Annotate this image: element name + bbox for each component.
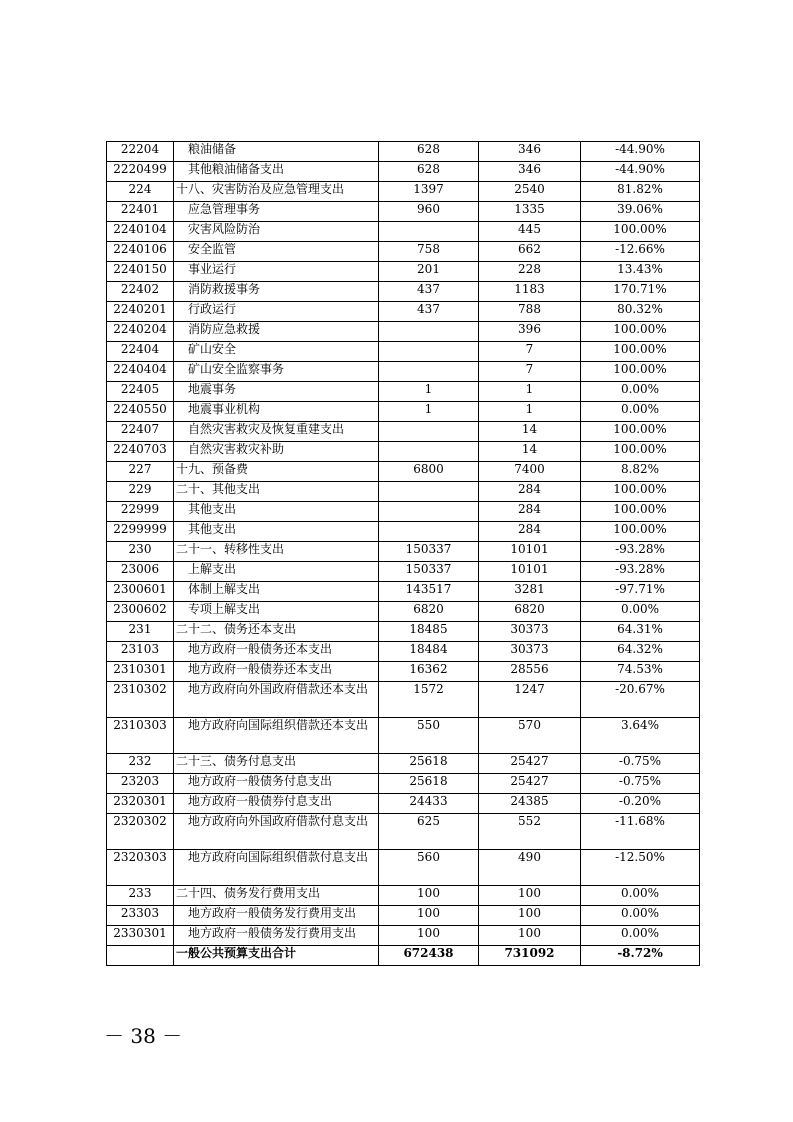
- total-row-code: [107, 946, 174, 966]
- table-row: [107, 202, 700, 222]
- row-change-pct: -0.75%: [581, 774, 700, 794]
- row-value-budget: 14: [479, 422, 581, 442]
- row-change-pct: -44.90%: [581, 142, 700, 162]
- table-row: [107, 718, 700, 754]
- row-value-prev: 150337: [379, 562, 479, 582]
- row-value-budget: 284: [479, 482, 581, 502]
- row-code: 23303: [107, 906, 174, 926]
- row-code: 2240201: [107, 302, 174, 322]
- row-value-prev: [379, 442, 479, 462]
- table-row: [107, 814, 700, 850]
- row-name: 应急管理事务: [174, 202, 379, 222]
- row-name: 矿山安全: [174, 342, 379, 362]
- row-name: 二十三、债务付息支出: [174, 754, 379, 774]
- row-change-pct: 0.00%: [581, 906, 700, 926]
- row-value-budget: 7: [479, 342, 581, 362]
- row-value-budget: 24385: [479, 794, 581, 814]
- row-value-prev: [379, 502, 479, 522]
- row-name: 体制上解支出: [174, 582, 379, 602]
- row-value-prev: 25618: [379, 754, 479, 774]
- row-change-pct: -12.50%: [581, 850, 700, 886]
- row-change-pct: 100.00%: [581, 422, 700, 442]
- row-change-pct: 13.43%: [581, 262, 700, 282]
- row-name: 事业运行: [174, 262, 379, 282]
- row-value-prev: [379, 362, 479, 382]
- row-code: 232: [107, 754, 174, 774]
- table-row: [107, 502, 700, 522]
- row-name: 地方政府向外国政府借款还本支出: [174, 682, 379, 718]
- row-change-pct: 100.00%: [581, 362, 700, 382]
- table-row: [107, 542, 700, 562]
- row-value-prev: 24433: [379, 794, 479, 814]
- row-name: 地方政府一般债务发行费用支出: [174, 926, 379, 946]
- row-change-pct: 100.00%: [581, 222, 700, 242]
- row-change-pct: 64.31%: [581, 622, 700, 642]
- row-code: 23203: [107, 774, 174, 794]
- row-value-budget: 10101: [479, 562, 581, 582]
- row-name: 地方政府一般债务发行费用支出: [174, 906, 379, 926]
- row-value-budget: 788: [479, 302, 581, 322]
- table-row: [107, 282, 700, 302]
- row-value-prev: 1: [379, 402, 479, 422]
- table-row: [107, 482, 700, 502]
- total-row-name: 一般公共预算支出合计: [174, 946, 379, 966]
- row-name: 十八、灾害防治及应急管理支出: [174, 182, 379, 202]
- table-row: [107, 642, 700, 662]
- row-code: 224: [107, 182, 174, 202]
- row-name: 二十一、转移性支出: [174, 542, 379, 562]
- row-change-pct: 8.82%: [581, 462, 700, 482]
- row-change-pct: 100.00%: [581, 502, 700, 522]
- row-value-prev: [379, 342, 479, 362]
- row-name: 地方政府一般债务还本支出: [174, 642, 379, 662]
- page-number: － 38 －: [104, 1024, 183, 1048]
- row-name: 地方政府向国际组织借款还本支出: [174, 718, 379, 754]
- table-row: [107, 754, 700, 774]
- table-row: [107, 442, 700, 462]
- row-value-budget: 3281: [479, 582, 581, 602]
- row-code: 2300601: [107, 582, 174, 602]
- row-name: 地方政府向国际组织借款付息支出: [174, 850, 379, 886]
- row-value-budget: 28556: [479, 662, 581, 682]
- row-value-prev: 560: [379, 850, 479, 886]
- row-code: 2240550: [107, 402, 174, 422]
- row-change-pct: 0.00%: [581, 926, 700, 946]
- row-value-prev: 437: [379, 282, 479, 302]
- row-name: 上解支出: [174, 562, 379, 582]
- total-row-value-prev: 672438: [379, 946, 479, 966]
- row-name: 自然灾害救灾及恢复重建支出: [174, 422, 379, 442]
- row-code: 2320301: [107, 794, 174, 814]
- row-code: 231: [107, 622, 174, 642]
- row-value-prev: 16362: [379, 662, 479, 682]
- row-change-pct: 0.00%: [581, 886, 700, 906]
- row-code: 23103: [107, 642, 174, 662]
- table-row: [107, 262, 700, 282]
- row-code: 2299999: [107, 522, 174, 542]
- row-value-prev: 550: [379, 718, 479, 754]
- table-row: [107, 886, 700, 906]
- row-value-prev: 960: [379, 202, 479, 222]
- row-code: 2220499: [107, 162, 174, 182]
- table-row: [107, 850, 700, 886]
- row-change-pct: -93.28%: [581, 542, 700, 562]
- row-change-pct: -20.67%: [581, 682, 700, 718]
- table-row: [107, 322, 700, 342]
- row-change-pct: 100.00%: [581, 322, 700, 342]
- row-change-pct: 0.00%: [581, 382, 700, 402]
- row-change-pct: 0.00%: [581, 402, 700, 422]
- row-value-budget: 284: [479, 522, 581, 542]
- row-code: 22404: [107, 342, 174, 362]
- row-code: 2240703: [107, 442, 174, 462]
- row-value-prev: 6820: [379, 602, 479, 622]
- table-row: [107, 582, 700, 602]
- row-value-prev: 628: [379, 162, 479, 182]
- table-row: [107, 682, 700, 718]
- row-value-prev: 18484: [379, 642, 479, 662]
- row-code: 2240404: [107, 362, 174, 382]
- row-code: 22204: [107, 142, 174, 162]
- table-row: [107, 622, 700, 642]
- row-value-prev: 1397: [379, 182, 479, 202]
- row-name: 粮油储备: [174, 142, 379, 162]
- row-code: 229: [107, 482, 174, 502]
- row-change-pct: 100.00%: [581, 342, 700, 362]
- row-code: 22999: [107, 502, 174, 522]
- row-change-pct: 64.32%: [581, 642, 700, 662]
- row-value-budget: 6820: [479, 602, 581, 622]
- row-value-prev: [379, 422, 479, 442]
- row-name: 地方政府一般债券还本支出: [174, 662, 379, 682]
- row-code: 22407: [107, 422, 174, 442]
- row-value-budget: 14: [479, 442, 581, 462]
- table-row: [107, 382, 700, 402]
- row-value-prev: [379, 222, 479, 242]
- row-name: 地方政府一般债务付息支出: [174, 774, 379, 794]
- row-value-budget: 30373: [479, 622, 581, 642]
- total-row-change-pct: -8.72%: [581, 946, 700, 966]
- row-name: 地震事务: [174, 382, 379, 402]
- total-row: [107, 946, 700, 966]
- row-value-budget: 2540: [479, 182, 581, 202]
- row-value-budget: 100: [479, 926, 581, 946]
- row-name: 消防应急救援: [174, 322, 379, 342]
- row-value-budget: 346: [479, 142, 581, 162]
- table-row: [107, 926, 700, 946]
- row-value-prev: 150337: [379, 542, 479, 562]
- row-value-budget: 284: [479, 502, 581, 522]
- row-code: 233: [107, 886, 174, 906]
- row-change-pct: 170.71%: [581, 282, 700, 302]
- row-code: 2240106: [107, 242, 174, 262]
- row-name: 行政运行: [174, 302, 379, 322]
- row-change-pct: 100.00%: [581, 522, 700, 542]
- row-value-budget: 490: [479, 850, 581, 886]
- row-value-prev: 25618: [379, 774, 479, 794]
- table-row: [107, 602, 700, 622]
- row-value-budget: 25427: [479, 774, 581, 794]
- row-name: 其他粮油储备支出: [174, 162, 379, 182]
- row-value-budget: 445: [479, 222, 581, 242]
- table-row: [107, 222, 700, 242]
- table-row: [107, 402, 700, 422]
- row-name: 专项上解支出: [174, 602, 379, 622]
- row-name: 二十、其他支出: [174, 482, 379, 502]
- table-row: [107, 162, 700, 182]
- row-value-budget: 552: [479, 814, 581, 850]
- row-value-prev: [379, 522, 479, 542]
- table-row: [107, 242, 700, 262]
- row-change-pct: -97.71%: [581, 582, 700, 602]
- row-name: 地方政府一般债券付息支出: [174, 794, 379, 814]
- row-value-budget: 1: [479, 402, 581, 422]
- row-value-prev: 100: [379, 906, 479, 926]
- row-code: 2240204: [107, 322, 174, 342]
- row-change-pct: 81.82%: [581, 182, 700, 202]
- row-value-prev: 143517: [379, 582, 479, 602]
- table-row: [107, 906, 700, 926]
- row-code: 2330301: [107, 926, 174, 946]
- row-name: 地震事业机构: [174, 402, 379, 422]
- row-value-prev: 758: [379, 242, 479, 262]
- row-code: 22405: [107, 382, 174, 402]
- row-name: 矿山安全监察事务: [174, 362, 379, 382]
- row-value-budget: 1247: [479, 682, 581, 718]
- row-value-prev: 437: [379, 302, 479, 322]
- row-change-pct: 0.00%: [581, 602, 700, 622]
- table-row: [107, 422, 700, 442]
- row-change-pct: 3.64%: [581, 718, 700, 754]
- table-row: [107, 794, 700, 814]
- row-code: 2240104: [107, 222, 174, 242]
- row-value-budget: 100: [479, 886, 581, 906]
- row-value-prev: 18485: [379, 622, 479, 642]
- row-value-budget: 396: [479, 322, 581, 342]
- row-code: 2320303: [107, 850, 174, 886]
- table-row: [107, 662, 700, 682]
- row-value-prev: 100: [379, 886, 479, 906]
- row-value-budget: 30373: [479, 642, 581, 662]
- row-code: 2310301: [107, 662, 174, 682]
- row-change-pct: -11.68%: [581, 814, 700, 850]
- row-code: 230: [107, 542, 174, 562]
- table-row: [107, 522, 700, 542]
- row-change-pct: -0.20%: [581, 794, 700, 814]
- row-name: 地方政府向外国政府借款付息支出: [174, 814, 379, 850]
- table-body: [107, 142, 700, 966]
- row-value-prev: 1: [379, 382, 479, 402]
- table-row: [107, 142, 700, 162]
- row-change-pct: -0.75%: [581, 754, 700, 774]
- table-row: [107, 462, 700, 482]
- row-name: 消防救援事务: [174, 282, 379, 302]
- row-code: 22402: [107, 282, 174, 302]
- row-code: 23006: [107, 562, 174, 582]
- row-value-prev: 1572: [379, 682, 479, 718]
- table-row: [107, 302, 700, 322]
- row-value-budget: 346: [479, 162, 581, 182]
- table-row: [107, 774, 700, 794]
- row-change-pct: 80.32%: [581, 302, 700, 322]
- row-change-pct: 100.00%: [581, 442, 700, 462]
- row-name: 安全监管: [174, 242, 379, 262]
- row-value-budget: 7: [479, 362, 581, 382]
- row-change-pct: -93.28%: [581, 562, 700, 582]
- row-code: 227: [107, 462, 174, 482]
- row-value-prev: 100: [379, 926, 479, 946]
- row-change-pct: -44.90%: [581, 162, 700, 182]
- row-value-budget: 1183: [479, 282, 581, 302]
- row-value-budget: 25427: [479, 754, 581, 774]
- row-code: 2310302: [107, 682, 174, 718]
- row-name: 二十四、债务发行费用支出: [174, 886, 379, 906]
- row-value-prev: 6800: [379, 462, 479, 482]
- table-row: [107, 362, 700, 382]
- table-row: [107, 182, 700, 202]
- row-value-budget: 10101: [479, 542, 581, 562]
- table-row: [107, 562, 700, 582]
- row-name: 其他支出: [174, 522, 379, 542]
- row-change-pct: 74.53%: [581, 662, 700, 682]
- row-name: 其他支出: [174, 502, 379, 522]
- row-value-budget: 7400: [479, 462, 581, 482]
- row-value-prev: 201: [379, 262, 479, 282]
- row-value-budget: 228: [479, 262, 581, 282]
- row-name: 二十二、债务还本支出: [174, 622, 379, 642]
- row-value-budget: 1335: [479, 202, 581, 222]
- budget-expenditure-table: [106, 141, 700, 966]
- table-row: [107, 342, 700, 362]
- row-name: 十九、预备费: [174, 462, 379, 482]
- row-value-budget: 570: [479, 718, 581, 754]
- row-value-prev: 628: [379, 142, 479, 162]
- row-value-prev: 625: [379, 814, 479, 850]
- row-change-pct: -12.66%: [581, 242, 700, 262]
- row-code: 2320302: [107, 814, 174, 850]
- row-value-prev: [379, 482, 479, 502]
- row-name: 自然灾害救灾补助: [174, 442, 379, 462]
- total-row-value-budget: 731092: [479, 946, 581, 966]
- row-code: 2310303: [107, 718, 174, 754]
- row-code: 2300602: [107, 602, 174, 622]
- row-code: 2240150: [107, 262, 174, 282]
- row-code: 22401: [107, 202, 174, 222]
- row-value-budget: 1: [479, 382, 581, 402]
- row-value-prev: [379, 322, 479, 342]
- row-name: 灾害风险防治: [174, 222, 379, 242]
- row-change-pct: 100.00%: [581, 482, 700, 502]
- row-value-budget: 100: [479, 906, 581, 926]
- row-change-pct: 39.06%: [581, 202, 700, 222]
- row-value-budget: 662: [479, 242, 581, 262]
